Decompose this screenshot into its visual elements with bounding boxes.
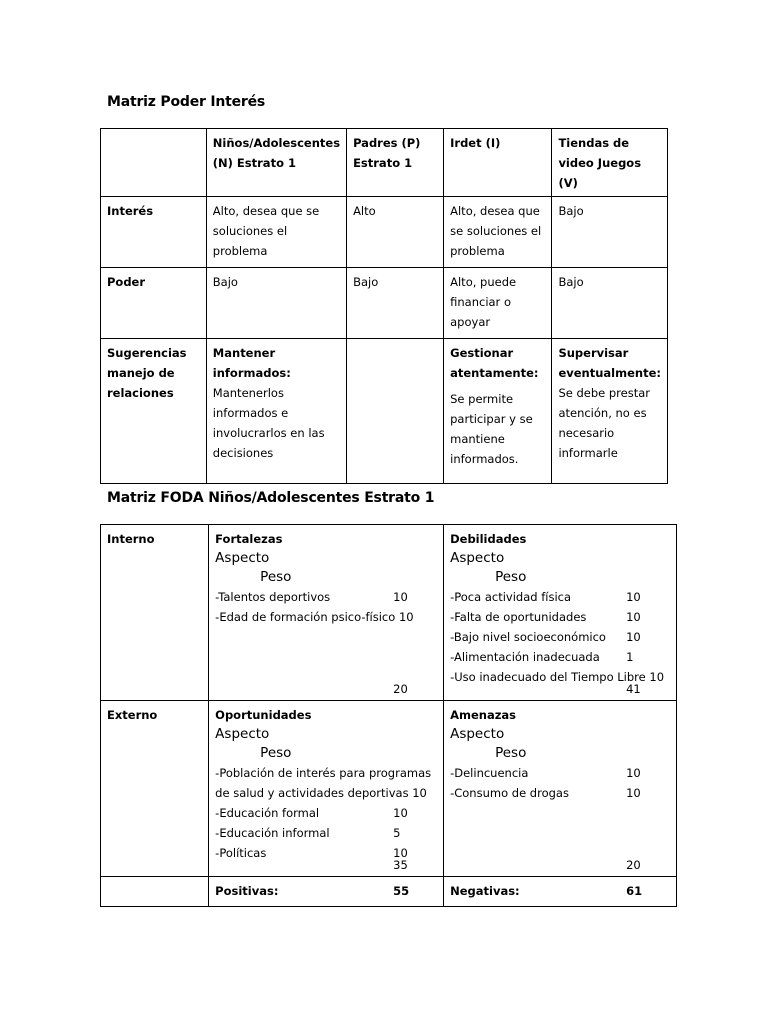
poder-interes-table bbox=[100, 128, 668, 484]
cell-sug-irdet bbox=[444, 339, 552, 484]
list-item: -Consumo de drogas 10 bbox=[450, 786, 641, 800]
sug-ninos-text: Mantenerlos informados e involucrarlos en las decisiones bbox=[212, 386, 325, 460]
table-row-sugerencias bbox=[101, 339, 668, 484]
peso-label: Peso bbox=[495, 745, 527, 761]
cell-oportunidades bbox=[209, 701, 444, 877]
amenazas-total: 20 bbox=[626, 858, 641, 872]
cell-poder-tiendas: Bajo bbox=[552, 268, 668, 339]
row-label-externo: Externo bbox=[101, 701, 209, 877]
row-label-interno: Interno bbox=[101, 525, 209, 701]
oportunidades-title: Oportunidades bbox=[215, 708, 312, 722]
cell-negativas bbox=[444, 877, 677, 907]
table-row-interes bbox=[101, 197, 668, 268]
totals-empty bbox=[101, 877, 209, 907]
cell-interes-padres: Alto bbox=[347, 197, 444, 268]
aspecto-label: Aspecto bbox=[450, 550, 505, 566]
cell-sug-padres bbox=[347, 339, 444, 484]
matriz-poder-title: Matriz Poder Interés bbox=[107, 94, 266, 110]
row-label-sugerencias: Sugerencias manejo de relaciones bbox=[101, 339, 207, 484]
list-item: -Educación formal 10 bbox=[215, 806, 408, 820]
foda-table bbox=[100, 524, 677, 907]
sug-tiendas-text: Se debe prestar atención, no es necesario informarle bbox=[558, 386, 650, 460]
sug-irdet-text: Se permite participar y se mantiene informados. bbox=[450, 392, 533, 466]
list-item: -Uso inadecuado del Tiempo Libre 10 bbox=[450, 670, 665, 684]
list-item: -Edad de formación psico-físico 10 bbox=[215, 610, 414, 624]
list-item: -Falta de oportunidades 10 bbox=[450, 610, 641, 624]
cell-amenazas bbox=[444, 701, 677, 877]
sug-ninos-title: Mantener informados: bbox=[212, 346, 291, 380]
header-empty bbox=[101, 129, 207, 197]
list-item: -Talentos deportivos 10 bbox=[215, 590, 408, 604]
cell-poder-padres: Bajo bbox=[347, 268, 444, 339]
list-item: -Población de interés para programas de salud y actividades deportivas 10 bbox=[215, 766, 432, 800]
cell-interes-irdet: Alto, desea que se soluciones el problema bbox=[444, 197, 552, 268]
negativas-value: 61 bbox=[626, 884, 643, 898]
cell-debilidades bbox=[444, 525, 677, 701]
oportunidades-total: 35 bbox=[393, 858, 408, 872]
peso-label: Peso bbox=[495, 569, 527, 585]
negativas-label: Negativas: bbox=[450, 884, 520, 898]
debilidades-title: Debilidades bbox=[450, 532, 527, 546]
cell-poder-irdet: Alto, puede financiar o apoyar bbox=[444, 268, 552, 339]
cell-fortalezas bbox=[209, 525, 444, 701]
header-ninos: Niños/Adolescentes (N) Estrato 1 bbox=[206, 129, 346, 197]
aspecto-label: Aspecto bbox=[450, 726, 505, 742]
aspecto-label: Aspecto bbox=[215, 550, 270, 566]
cell-poder-ninos: Bajo bbox=[206, 268, 346, 339]
list-item: -Poca actividad física 10 bbox=[450, 590, 641, 604]
fortalezas-total: 20 bbox=[393, 682, 408, 696]
row-label-interes: Interés bbox=[101, 197, 207, 268]
list-item: -Políticas 10 bbox=[215, 846, 408, 860]
table-row-totals bbox=[101, 877, 677, 907]
table-row-externo bbox=[101, 701, 677, 877]
table-header-row bbox=[101, 129, 668, 197]
cell-interes-ninos: Alto, desea que se soluciones el problema bbox=[206, 197, 346, 268]
list-item: -Bajo nivel socioeconómico 10 bbox=[450, 630, 641, 644]
positivas-label: Positivas: bbox=[215, 884, 279, 898]
aspecto-label: Aspecto bbox=[215, 726, 270, 742]
header-padres: Padres (P) Estrato 1 bbox=[347, 129, 444, 197]
list-item: -Educación informal 5 bbox=[215, 826, 401, 840]
positivas-value: 55 bbox=[393, 884, 410, 898]
sug-irdet-title: Gestionar atentamente: bbox=[450, 346, 539, 380]
peso-label: Peso bbox=[260, 569, 292, 585]
peso-label: Peso bbox=[260, 745, 292, 761]
cell-sug-tiendas bbox=[552, 339, 668, 484]
debilidades-total: 41 bbox=[626, 682, 641, 696]
matriz-foda-title: Matriz FODA Niños/Adolescentes Estrato 1 bbox=[107, 490, 435, 506]
list-item: -Delincuencia 10 bbox=[450, 766, 641, 780]
table-row-poder bbox=[101, 268, 668, 339]
table-row-interno bbox=[101, 525, 677, 701]
cell-positivas bbox=[209, 877, 444, 907]
cell-sug-ninos bbox=[206, 339, 346, 484]
list-item: -Alimentación inadecuada 1 bbox=[450, 650, 634, 664]
row-label-poder: Poder bbox=[101, 268, 207, 339]
cell-interes-tiendas: Bajo bbox=[552, 197, 668, 268]
fortalezas-title: Fortalezas bbox=[215, 532, 283, 546]
header-irdet: Irdet (I) bbox=[444, 129, 552, 197]
amenazas-title: Amenazas bbox=[450, 708, 517, 722]
sug-tiendas-title: Supervisar eventualmente: bbox=[558, 346, 661, 380]
header-tiendas: Tiendas de video Juegos (V) bbox=[552, 129, 668, 197]
